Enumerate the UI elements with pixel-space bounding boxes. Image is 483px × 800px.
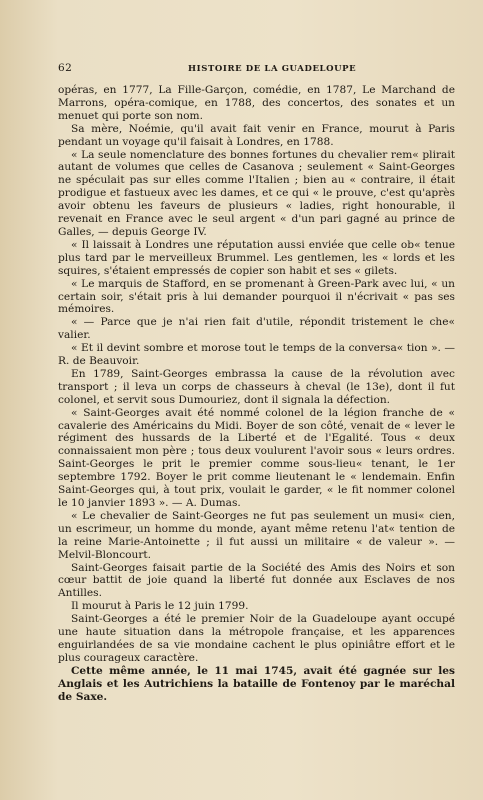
quote-paragraph: « Et il devint sombre et morose tout le temps de la conversa« tion ». — R. de Beauvoir. (58, 342, 455, 368)
paragraph: Saint-Georges a été le premier Noir de la Guadeloupe ayant occupé une haute situation dans la métropole française, et les apparences enguirlandées de sa vie mondaine cachent le plus opiniâtre effort et le plus courageux caractère. (58, 613, 455, 664)
quote-paragraph: « Il laissait à Londres une réputation aussi enviée que celle ob« tenue plus tard par le merveilleux Brummel. Les gentlemen, les « lords et les squires, s'étaient empressés de copier son habit et ses « gilets. (58, 238, 455, 277)
page-number: 62 (58, 62, 73, 74)
paragraph: Il mourut à Paris le 12 juin 1799. (71, 600, 249, 613)
paragraph: Sa mère, Noémie, qu'il avait fait venir en France, mourut à Paris pendant un voyage qu'il faisait à Londres, en 1788. (58, 122, 455, 148)
paragraph-bold: Cette même année, le 11 mai 1745, avait été gagnée sur les Anglais et les Autrichiens la bataille de Fontenoy par le maréchal de Saxe. (58, 664, 455, 703)
paragraph: opéras, en 1777, La Fille-Garçon, comédie, en 1787, Le Marchand de Marrons, opéra-comique, en 1788, des concertos, des sonates et un menuet qui porte son nom. (58, 84, 455, 122)
quote-paragraph: « Le chevalier de Saint-Georges ne fut pas seulement un musi« cien, un escrimeur, un homme du monde, ayant même retenu l'at« tention de la reine Marie-Antoinette ; il fut aussi un militaire « de valeur ». — Melvil-Bloncourt. (58, 509, 455, 561)
quote-paragraph: « — Parce que je n'ai rien fait d'utile, répondit tristement le che« valier. (58, 316, 455, 342)
running-title: HISTOIRE DE LA GUADELOUPE (188, 64, 357, 74)
quote-paragraph: « Saint-Georges avait été nommé colonel de la légion franche de « cavalerie des Américains du Midi. Boyer de son côté, venait de « lever le régiment des hussards de la Liberté et de l'Egalité. Tous « deux connaissaient mon père ; tous deux voulurent l'avoir sous « leurs ordres. Saint-Georges le prit le premier comme sous-lieu« tenant, le 1er septembre 1792. Boyer le prit comme lieutenant le « lendemain. Enfin Saint-Georges qui, à tout prix, voulait le garder, « le fit nommer colonel le 10 janvier 1893 ». — A. Dumas. (58, 406, 455, 509)
paragraph: Saint-Georges faisait partie de la Société des Amis des Noirs et son cœur battit de joie quand la liberté fut donnée aux Esclaves de nos Antilles. (58, 561, 455, 600)
paragraph: En 1789, Saint-Georges embrassa la cause de la révolution avec transport ; il leva un corps de chasseurs à cheval (le 13e), dont il fut colonel, et servit sous Dumouriez, dont il signala la défection. (58, 367, 455, 406)
page-header (58, 62, 455, 74)
quote-paragraph: « Le marquis de Stafford, en se promenant à Green-Park avec lui, « un certain soir, s'était pris à lui demander pourquoi il n'écrivait « pas ses mémoires. (58, 277, 455, 316)
page-body (58, 84, 455, 704)
quote-paragraph: « La seule nomenclature des bonnes fortunes du chevalier rem« plirait autant de volumes que celles de Casanova ; seulement « Saint-Georges ne spéculait pas sur elles comme l'Italien ; bien au « contraire, il était prodigue et fastueux avec les dames, et ce qui « le prouve, c'est qu'après avoir obtenu les faveurs de plusieurs « ladies, right honourable, il revenait en France avec le seul argent « d'un pari gagné au prince de Galles, — depuis George IV. (58, 148, 455, 238)
